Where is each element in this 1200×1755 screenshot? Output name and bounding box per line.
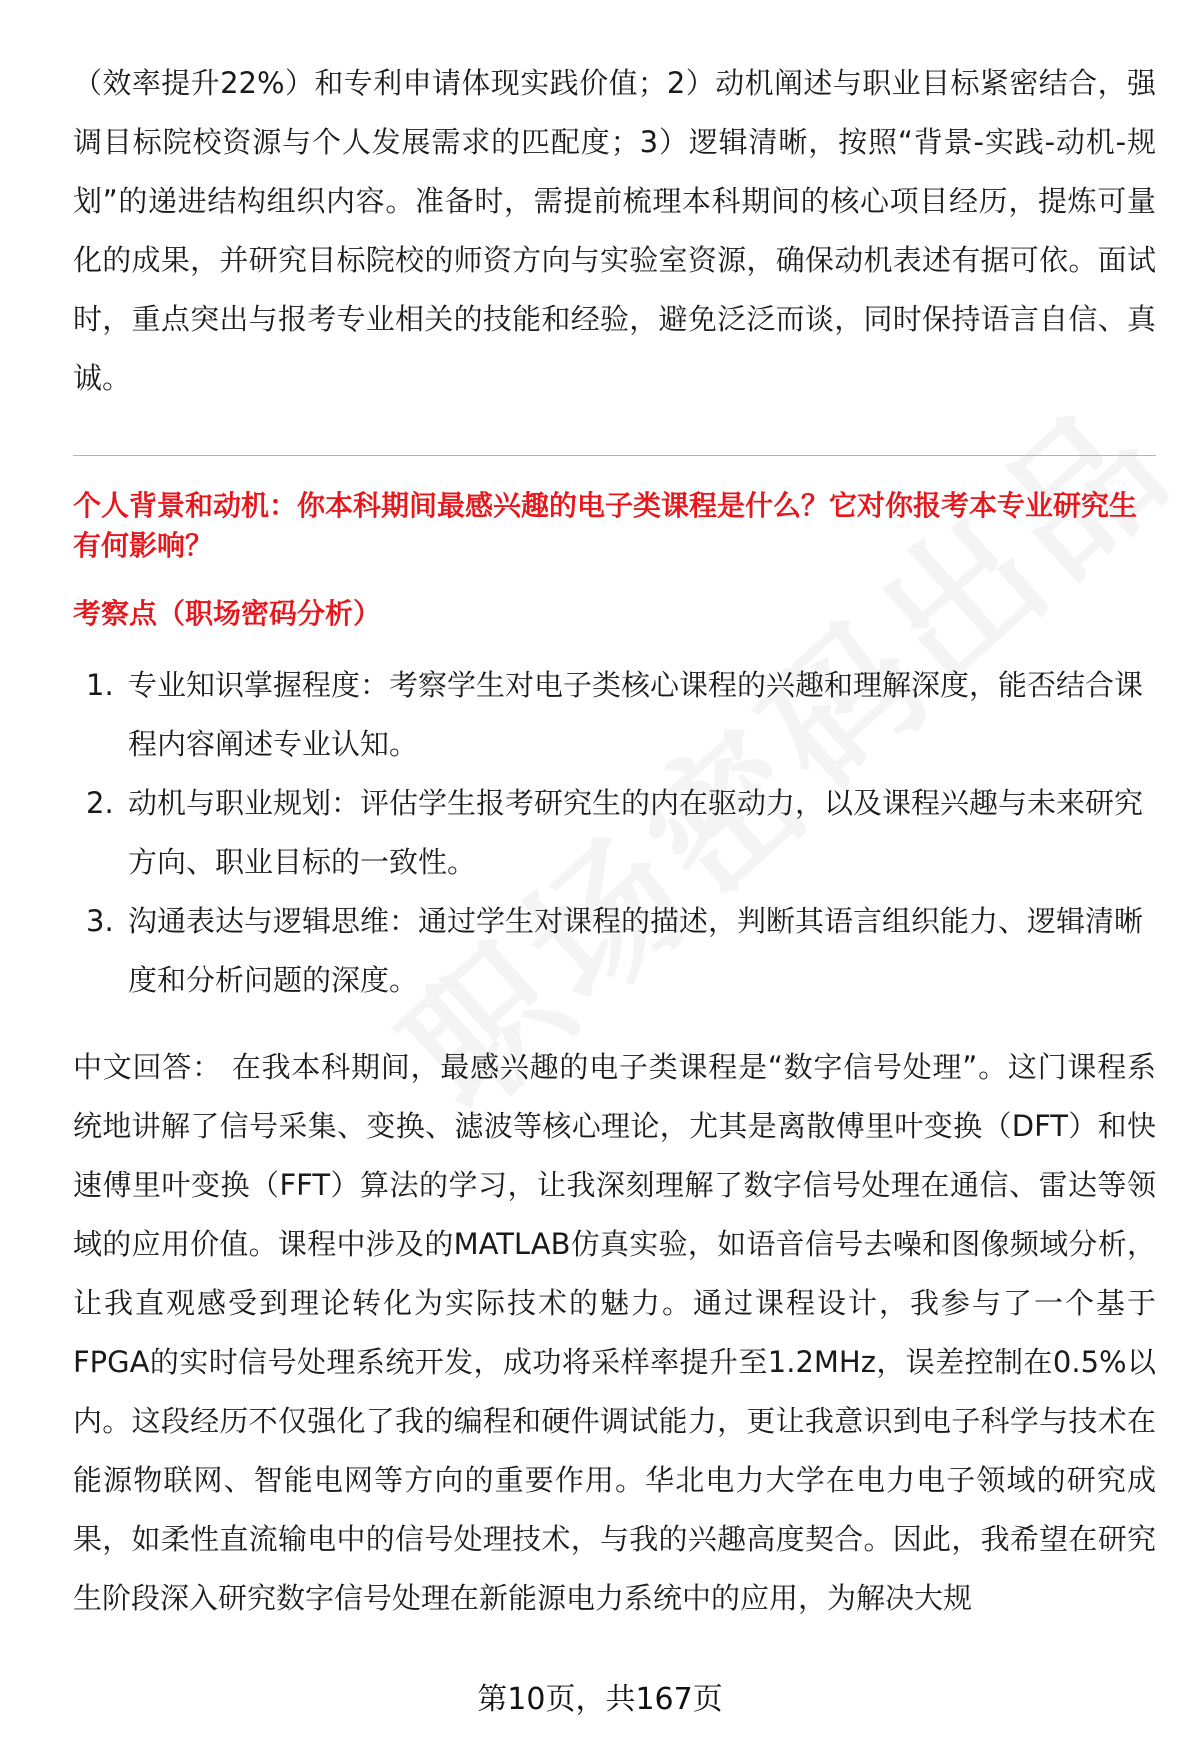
intro-paragraph: （效率提升22%）和专利申请体现实践价值；2）动机阐述与职业目标紧密结合，强调目标院校资源与个人发展需求的匹配度；3）逻辑清晰，按照“背景-实践-动机-规划”的递进结构组织内容。准备时，需提前梳理本科期间的核心项目经历，提炼可量化的成果，并研究目标院校的师资方向与实验室资源，确保动机表述有据可依。面试时，重点突出与报考专业相关的技能和经验，避免泛泛而谈，同时保持语言自信、真诚。 [73, 66, 1156, 395]
list-item-number: 3. [86, 904, 114, 938]
question-heading: 个人背景和动机：你本科期间最感兴趣的电子类课程是什么？它对你报考本专业研究生有何影响？ [73, 489, 1138, 562]
section-title: 考察点（职场密码分析） [73, 597, 382, 630]
page-footer: 第10页，共167页 [477, 1682, 723, 1717]
list-item-text: 动机与职业规划：评估学生报考研究生的内在驱动力，以及课程兴趣与未来研究方向、职业目标的一致性。 [128, 786, 1144, 879]
list-item-number: 2. [86, 786, 114, 820]
list-item [73, 656, 1156, 774]
page-content [73, 54, 1156, 1628]
list-item-text: 沟通表达与逻辑思维：通过学生对课程的描述，判断其语言组织能力、逻辑清晰度和分析问题的深度。 [128, 904, 1144, 997]
list-item [73, 774, 1156, 892]
answer-paragraph: 中文回答： 在我本科期间，最感兴趣的电子类课程是“数字信号处理”。这门课程系统地讲解了信号采集、变换、滤波等核心理论，尤其是离散傅里叶变换（DFT）和快速傅里叶变换（FFT）算法的学习，让我深刻理解了数字信号处理在通信、雷达等领域的应用价值。课程中涉及的MATLAB仿真实验，如语音信号去噪和图像频域分析，让我直观感受到理论转化为实际技术的魅力。通过课程设计，我参与了一个基于FPGA的实时信号处理系统开发，成功将采样率提升至1.2MHz，误差控制在0.5%以内。这段经历不仅强化了我的编程和硬件调试能力，更让我意识到电子科学与技术在能源物联网、智能电网等方向的重要作用。华北电力大学在电力电子领域的研究成果，如柔性直流输电中的信号处理技术，与我的兴趣高度契合。因此，我希望在研究生阶段深入研究数字信号处理在新能源电力系统中的应用，为解决大规 [73, 1050, 1156, 1615]
list-item [73, 892, 1156, 1010]
evaluation-points-list [73, 656, 1156, 1010]
list-item-number: 1. [86, 668, 114, 702]
list-item-text: 专业知识掌握程度：考察学生对电子类核心课程的兴趣和理解深度，能否结合课程内容阐述专业认知。 [128, 668, 1144, 761]
section-divider [73, 455, 1156, 456]
